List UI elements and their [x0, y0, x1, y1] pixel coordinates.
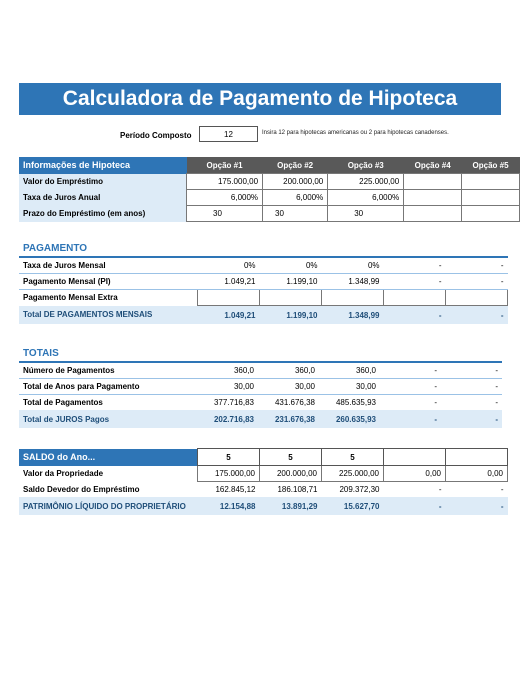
table-row [19, 190, 520, 206]
value-cell: - [380, 379, 441, 395]
total-value: - [384, 306, 446, 325]
total-value: 1.199,10 [260, 306, 322, 325]
option-header-3: Opção #3 [328, 157, 404, 174]
input-cell[interactable] [446, 290, 508, 306]
value-cell: 0% [260, 257, 322, 274]
total-value: - [384, 497, 446, 515]
input-cell[interactable]: 200.000,00 [263, 174, 328, 190]
totais-table [19, 344, 502, 428]
year-input[interactable] [384, 449, 446, 466]
value-cell: 209.372,30 [339, 485, 380, 494]
value-cell: - [500, 485, 504, 494]
total-value: - [446, 497, 508, 515]
input-cell[interactable] [384, 290, 446, 306]
input-cell[interactable]: 0,00 [384, 466, 446, 482]
input-cell[interactable]: 200.000,00 [260, 466, 322, 482]
value-cell: - [434, 398, 437, 407]
input-cell[interactable]: 30 [187, 206, 263, 222]
input-cell[interactable] [462, 190, 520, 206]
input-cell[interactable] [462, 174, 520, 190]
input-cell[interactable] [322, 290, 384, 306]
value-cell: 1.199,10 [260, 274, 322, 290]
input-cell[interactable] [404, 190, 462, 206]
option-header-2: Opção #2 [263, 157, 328, 174]
periodo-label: Período Composto [120, 131, 192, 140]
total-label: Total DE PAGAMENTOS MENSAIS [19, 306, 198, 325]
value-cell: - [441, 362, 502, 379]
option-header-5: Opção #5 [462, 157, 520, 174]
page-title: Calculadora de Pagamento de Hipoteca [19, 83, 501, 115]
value-cell: 360,0 [258, 362, 319, 379]
row-label: Total de Anos para Pagamento [19, 379, 197, 395]
value-cell: 360,0 [197, 362, 258, 379]
input-cell[interactable] [462, 206, 520, 222]
row-label: Prazo do Empréstimo (em anos) [19, 206, 187, 222]
total-value: 15.627,70 [322, 497, 384, 515]
row-label: Total de Pagamentos [23, 398, 103, 407]
value-cell: 360,0 [319, 362, 380, 379]
row-label: Valor da Propriedade [23, 469, 104, 478]
saldo-header: SALDO do Ano... [19, 449, 198, 466]
input-cell[interactable] [404, 206, 462, 222]
table-row [19, 395, 502, 411]
input-cell[interactable] [260, 290, 322, 306]
total-value: 13.891,29 [260, 497, 322, 515]
value-cell: - [384, 257, 446, 274]
table-row [19, 482, 508, 498]
value-cell: 0% [322, 257, 384, 274]
value-cell: 30,00 [319, 379, 380, 395]
saldo-table [19, 448, 508, 515]
value-cell: 186.108,71 [277, 485, 318, 494]
option-header-1: Opção #1 [187, 157, 263, 174]
input-cell[interactable]: 225.000,00 [322, 466, 384, 482]
row-label: Valor do Empréstimo [19, 174, 187, 190]
input-cell[interactable]: 30 [263, 206, 328, 222]
input-cell[interactable]: 0,00 [446, 466, 508, 482]
input-cell[interactable] [404, 174, 462, 190]
value-cell: 30,00 [258, 379, 319, 395]
totais-header: TOTAIS [19, 344, 197, 362]
year-input[interactable]: 5 [198, 449, 260, 466]
value-cell: - [438, 485, 442, 494]
info-header: Informações de Hipoteca [19, 157, 187, 174]
periodo-input[interactable]: 12 [199, 126, 258, 142]
value-cell: 485.635,93 [335, 398, 376, 407]
input-cell[interactable]: 225.000,00 [328, 174, 404, 190]
input-cell[interactable]: 6,000% [328, 190, 404, 206]
total-row [19, 306, 508, 325]
row-label: Pagamento Mensal (PI) [19, 274, 198, 290]
value-cell: 1.049,21 [198, 274, 260, 290]
input-cell[interactable]: 6,000% [263, 190, 328, 206]
value-cell: 431.676,38 [274, 398, 315, 407]
total-label: PATRIMÔNIO LÍQUIDO DO PROPRIETÁRIO [19, 497, 198, 515]
value-cell: 1.348,99 [322, 274, 384, 290]
info-table [19, 157, 520, 222]
value-cell: - [384, 274, 446, 290]
total-value: 1.348,99 [322, 306, 384, 325]
total-value: - [441, 410, 502, 428]
total-value: 12.154,88 [198, 497, 260, 515]
year-input[interactable] [446, 449, 508, 466]
value-cell: 162.845,12 [215, 485, 256, 494]
table-row [19, 206, 520, 222]
total-value: 260.635,93 [319, 410, 380, 428]
value-cell: - [446, 274, 508, 290]
row-label: Número de Pagamentos [19, 362, 197, 379]
pagamento-table [19, 239, 508, 324]
input-cell[interactable] [198, 290, 260, 306]
value-cell: 30,00 [197, 379, 258, 395]
value-cell: 377.716,83 [213, 398, 254, 407]
total-row [19, 497, 508, 515]
table-row [19, 274, 508, 290]
row-label: Taxa de Juros Mensal [19, 257, 198, 274]
input-cell[interactable]: 175.000,00 [187, 174, 263, 190]
total-row [19, 410, 502, 428]
total-label: Total de JUROS Pagos [19, 410, 197, 428]
year-input[interactable]: 5 [260, 449, 322, 466]
input-cell[interactable]: 175.000,00 [198, 466, 260, 482]
value-cell: - [446, 257, 508, 274]
value-cell: - [441, 379, 502, 395]
table-row [19, 362, 502, 379]
total-value: 202.716,83 [197, 410, 258, 428]
table-row [19, 290, 508, 306]
total-value: 1.049,21 [198, 306, 260, 325]
table-row [19, 379, 502, 395]
table-row [19, 174, 520, 190]
year-input[interactable]: 5 [322, 449, 384, 466]
table-row [19, 257, 508, 274]
total-value: 231.676,38 [258, 410, 319, 428]
row-label: Taxa de Juros Anual [19, 190, 187, 206]
input-cell[interactable]: 30 [328, 206, 404, 222]
total-value: - [446, 306, 508, 325]
input-cell[interactable]: 6,000% [187, 190, 263, 206]
value-cell: - [495, 398, 498, 407]
pagamento-header: PAGAMENTO [19, 239, 198, 257]
table-row [19, 466, 508, 482]
periodo-hint: Insira 12 para hipotecas americanas ou 2 para hipotecas canadenses. [262, 130, 449, 136]
row-label: Saldo Devedor do Empréstimo [23, 484, 140, 494]
value-cell: - [380, 362, 441, 379]
total-value: - [380, 410, 441, 428]
value-cell: 0% [198, 257, 260, 274]
row-label: Pagamento Mensal Extra [23, 293, 118, 303]
option-header-4: Opção #4 [404, 157, 462, 174]
